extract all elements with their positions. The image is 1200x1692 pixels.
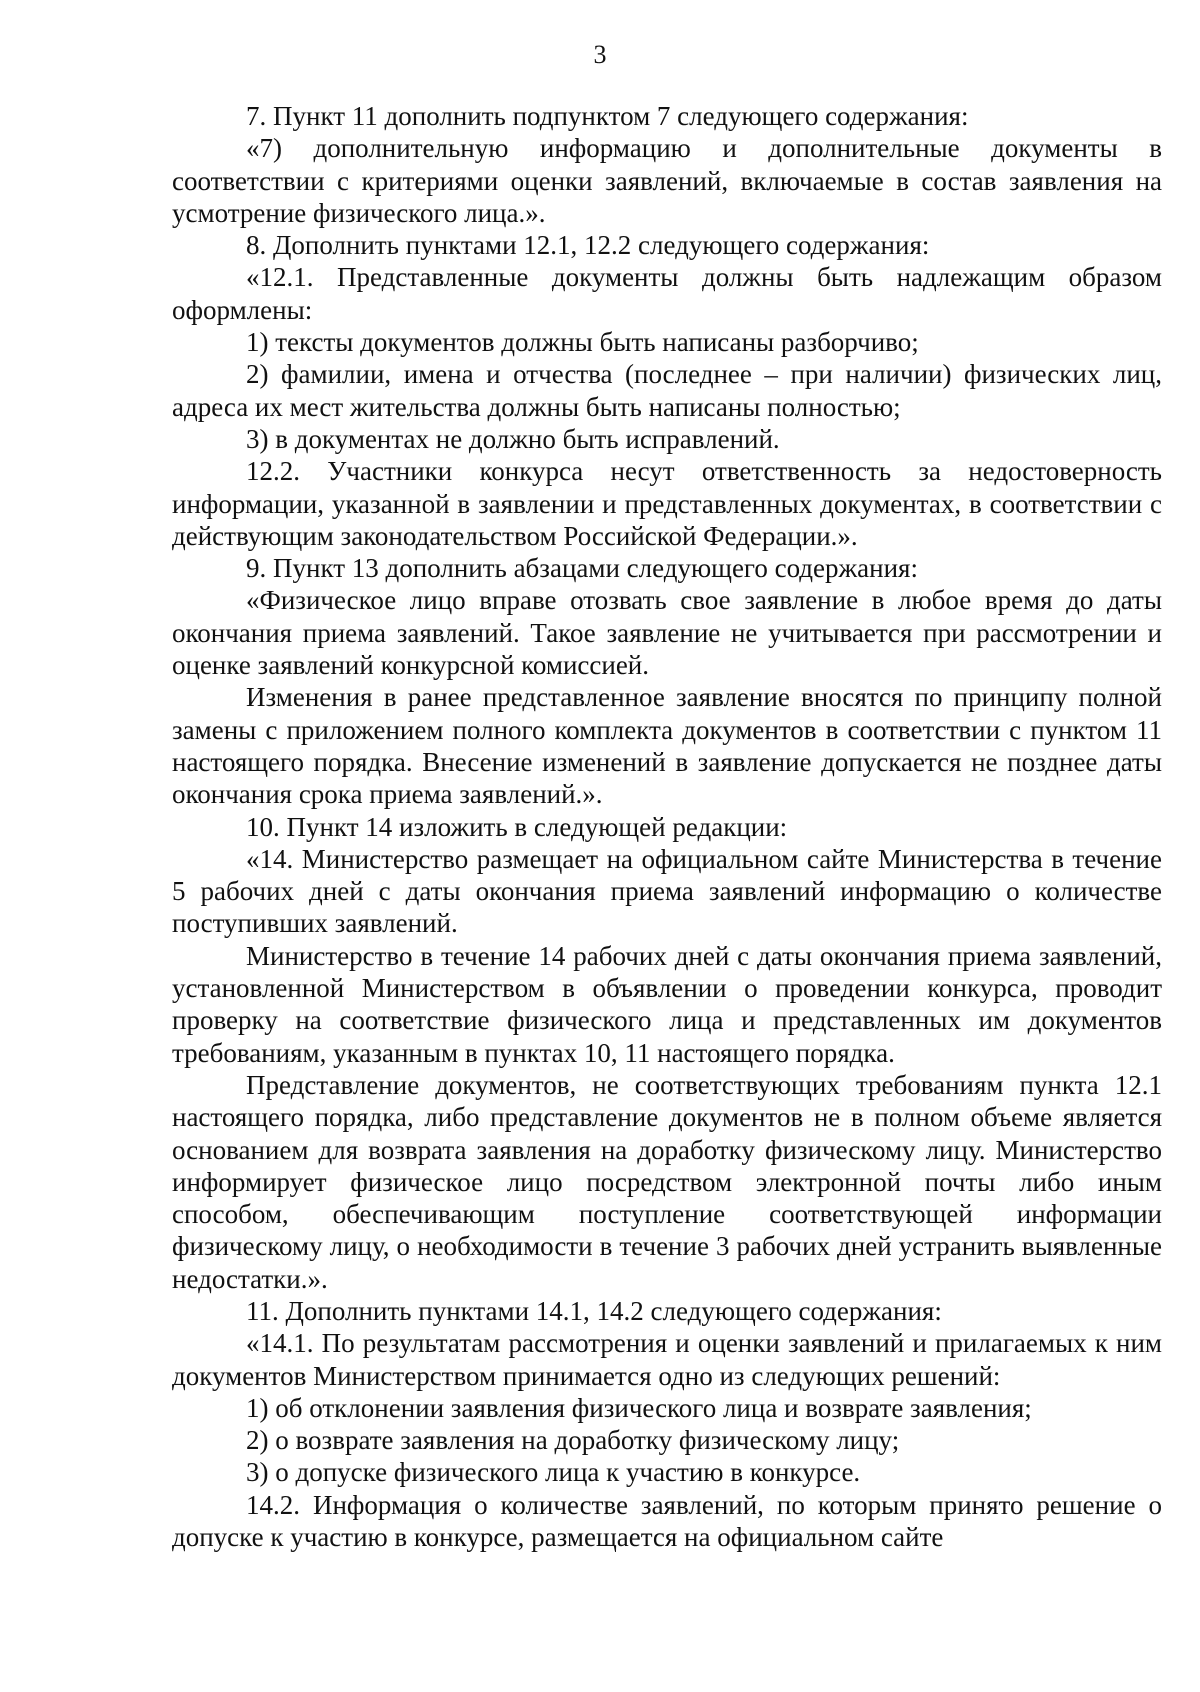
decision-item-1: 1) об отклонении заявления физического лица и возврате заявления; — [246, 1392, 1032, 1423]
paragraph-14-1: «14.1. По результатам рассмотрения и оценки заявлений и прилагаемых к ним документов Министерством принимается одно из следующих решений: — [172, 1328, 1162, 1391]
paragraph-item-11: 11. Дополнить пунктами 14.1, 14.2 следующего содержания: — [246, 1295, 942, 1326]
decision-item-2: 2) о возврате заявления на доработку физическому лицу; — [246, 1425, 900, 1456]
paragraph-ministry-check: Министерство в течение 14 рабочих дней с даты окончания приема заявлений, установленной Министерством в объявлении о проведении конкурса, проводит проверку на соответствие физического лица и представленных им документов требованиям, указанным в пунктах 10, 11 настоящего порядка. — [172, 940, 1162, 1068]
paragraph-withdrawal: «Физическое лицо вправе отозвать свое заявление в любое время до даты окончания приема заявлений. Такое заявление не учитывается при рассмотрении и оценке заявлений конкурсной комиссией. — [172, 585, 1162, 681]
paragraph-14: «14. Министерство размещает на официальном сайте Министерства в течение 5 рабочих дней с даты окончания приема заявлений информацию о количестве поступивших заявлений. — [172, 843, 1162, 939]
page-number: 3 — [593, 40, 607, 69]
paragraph-item-9: 9. Пункт 13 дополнить абзацами следующего содержания: — [246, 553, 918, 584]
paragraph-14-2: 14.2. Информация о количестве заявлений, по которым принято решение о допуске к участию в конкурсе, размещается на официальном сайте — [172, 1489, 1162, 1553]
paragraph-12-2: 12.2. Участники конкурса несут ответственность за недостоверность информации, указанной в заявлении и представленных документах, в соответствии с действующим законодательством Российской Федерации.». — [172, 456, 1162, 551]
paragraph-changes: Изменения в ранее представленное заявление вносятся по принципу полной замены с приложением полного комплекта документов в соответствии с пунктом 11 настоящего порядка. Внесение изменений в заявление допускается не позднее даты окончания срока приема заявлений.». — [172, 682, 1162, 810]
list-item-1: 1) тексты документов должны быть написаны разборчиво; — [246, 327, 919, 358]
paragraph-item-10: 10. Пункт 14 изложить в следующей редакции: — [246, 811, 788, 842]
list-item-3: 3) в документах не должно быть исправлений. — [246, 423, 780, 454]
list-item-2: 2) фамилии, имена и отчества (последнее – при наличии) физических лиц, адреса их мест жительства должны быть написаны полностью; — [172, 359, 1162, 422]
paragraph-12-1: «12.1. Представленные документы должны быть надлежащим образом оформлены: — [172, 262, 1162, 325]
paragraph-non-compliance: Представление документов, не соответствующих требованиям пункта 12.1 настоящего порядка, либо представление документов не в полном объеме является основанием для возврата заявления на доработку физическому лицу. Министерство информирует физическое лицо посредством электронной почты либо иным способом, обеспечивающим поступление соответствующей информации физическому лицу, о необходимости в течение 3 рабочих дней устранить выявленные недостатки.». — [172, 1069, 1162, 1294]
paragraph-item-7: 7. Пункт 11 дополнить подпунктом 7 следующего содержания: — [246, 101, 969, 131]
paragraph-subitem-7-text: «7) дополнительную информацию и дополнительные документы в соответствии с критериями оценки заявлений, включаемые в состав заявления на усмотрение физического лица.». — [172, 133, 1162, 228]
decision-item-3: 3) о допуске физического лица к участию в конкурсе. — [246, 1457, 861, 1488]
paragraph-item-8: 8. Дополнить пунктами 12.1, 12.2 следующего содержания: — [246, 230, 930, 261]
document-body — [172, 100, 1162, 1553]
